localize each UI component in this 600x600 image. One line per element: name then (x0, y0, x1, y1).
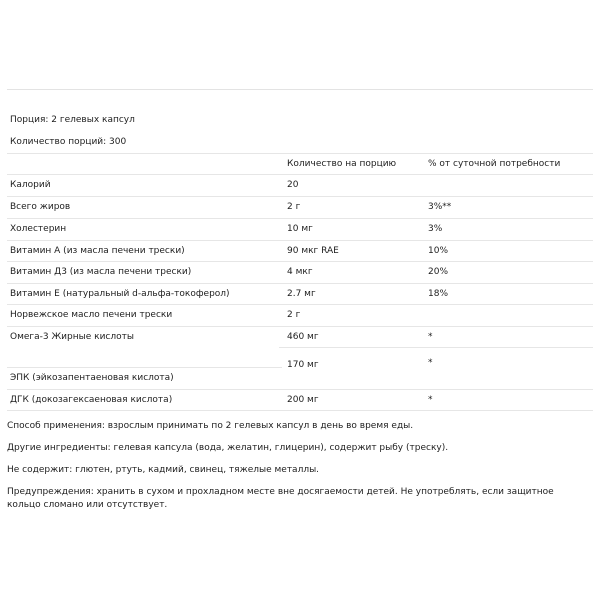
table-header-row (7, 153, 593, 175)
row-divider (279, 347, 593, 348)
nutrient-name: Витамин Д3 (из масла печени трески) (10, 267, 192, 277)
nutrient-amount: 4 мкг (287, 267, 313, 277)
nutrient-amount: 2 г (287, 310, 301, 320)
nutrient-dv: * (428, 395, 433, 405)
nutrient-name: Всего жиров (10, 202, 71, 212)
nutrient-name: ЭПК (эйкозапентаеновая кислота) (10, 373, 174, 383)
nutrient-amount: 2 г (287, 202, 301, 212)
nutrient-dv: 18% (428, 289, 449, 299)
nutrient-name: Норвежское масло печени трески (10, 310, 173, 320)
nutrient-dv: 3% (428, 224, 443, 234)
nutrient-amount: 170 мг (287, 360, 319, 370)
nutrient-dv: * (428, 358, 433, 368)
top-divider (7, 89, 593, 90)
nutrient-name: Калорий (10, 180, 51, 190)
nutrient-amount: 20 (287, 180, 299, 190)
header-daily-value: % от суточной потребности (428, 159, 561, 169)
nutrient-name: Витамин А (из масла печени трески) (10, 246, 185, 256)
header-amount: Количество на порцию (287, 159, 397, 169)
nutrient-name: Холестерин (10, 224, 67, 234)
nutrient-amount: 10 мг (287, 224, 313, 234)
nutrient-amount: 90 мкг RAE (287, 246, 339, 256)
ingredients-note: Другие ингредиенты: гелевая капсула (вода, желатин, глицерин), содержит рыбу (треску). (7, 443, 449, 453)
serving-size: Порция: 2 гелевых капсул (10, 115, 135, 125)
nutrient-name: Омега-3 Жирные кислоты (10, 332, 134, 342)
table-row (7, 261, 593, 283)
servings-count: Количество порций: 300 (10, 137, 127, 147)
table-row (7, 174, 593, 196)
free-from-note: Не содержит: глютен, ртуть, кадмий, свинец, тяжелые металлы. (7, 465, 320, 475)
table-row (7, 389, 593, 411)
nutrient-dv: 3%** (428, 202, 452, 212)
table-row (7, 283, 593, 305)
table-row (7, 218, 593, 240)
table-row (7, 196, 593, 218)
table-row (7, 240, 593, 262)
nutrient-amount: 2.7 мг (287, 289, 316, 299)
table-row (7, 304, 593, 326)
table-row (7, 326, 593, 348)
nutrient-dv: * (428, 332, 433, 342)
nutrient-name: ДГК (докозагексаеновая кислота) (10, 395, 173, 405)
table-row (7, 347, 593, 389)
nutrient-name: Витамин Е (натуральный d-альфа-токоферол) (10, 289, 230, 299)
nutrient-amount: 460 мг (287, 332, 319, 342)
nutrient-amount: 200 мг (287, 395, 319, 405)
table-bottom-divider (7, 410, 593, 411)
nutrient-dv: 20% (428, 267, 449, 277)
warnings-note: Предупреждения: хранить в сухом и прохладном месте вне досягаемости детей. Не употреблять, если защитное кольцо сломано или отсутствует. (7, 487, 554, 510)
nutrient-dv: 10% (428, 246, 449, 256)
usage-note: Способ применения: взрослым принимать по 2 гелевых капсул в день во время еды. (7, 421, 414, 431)
